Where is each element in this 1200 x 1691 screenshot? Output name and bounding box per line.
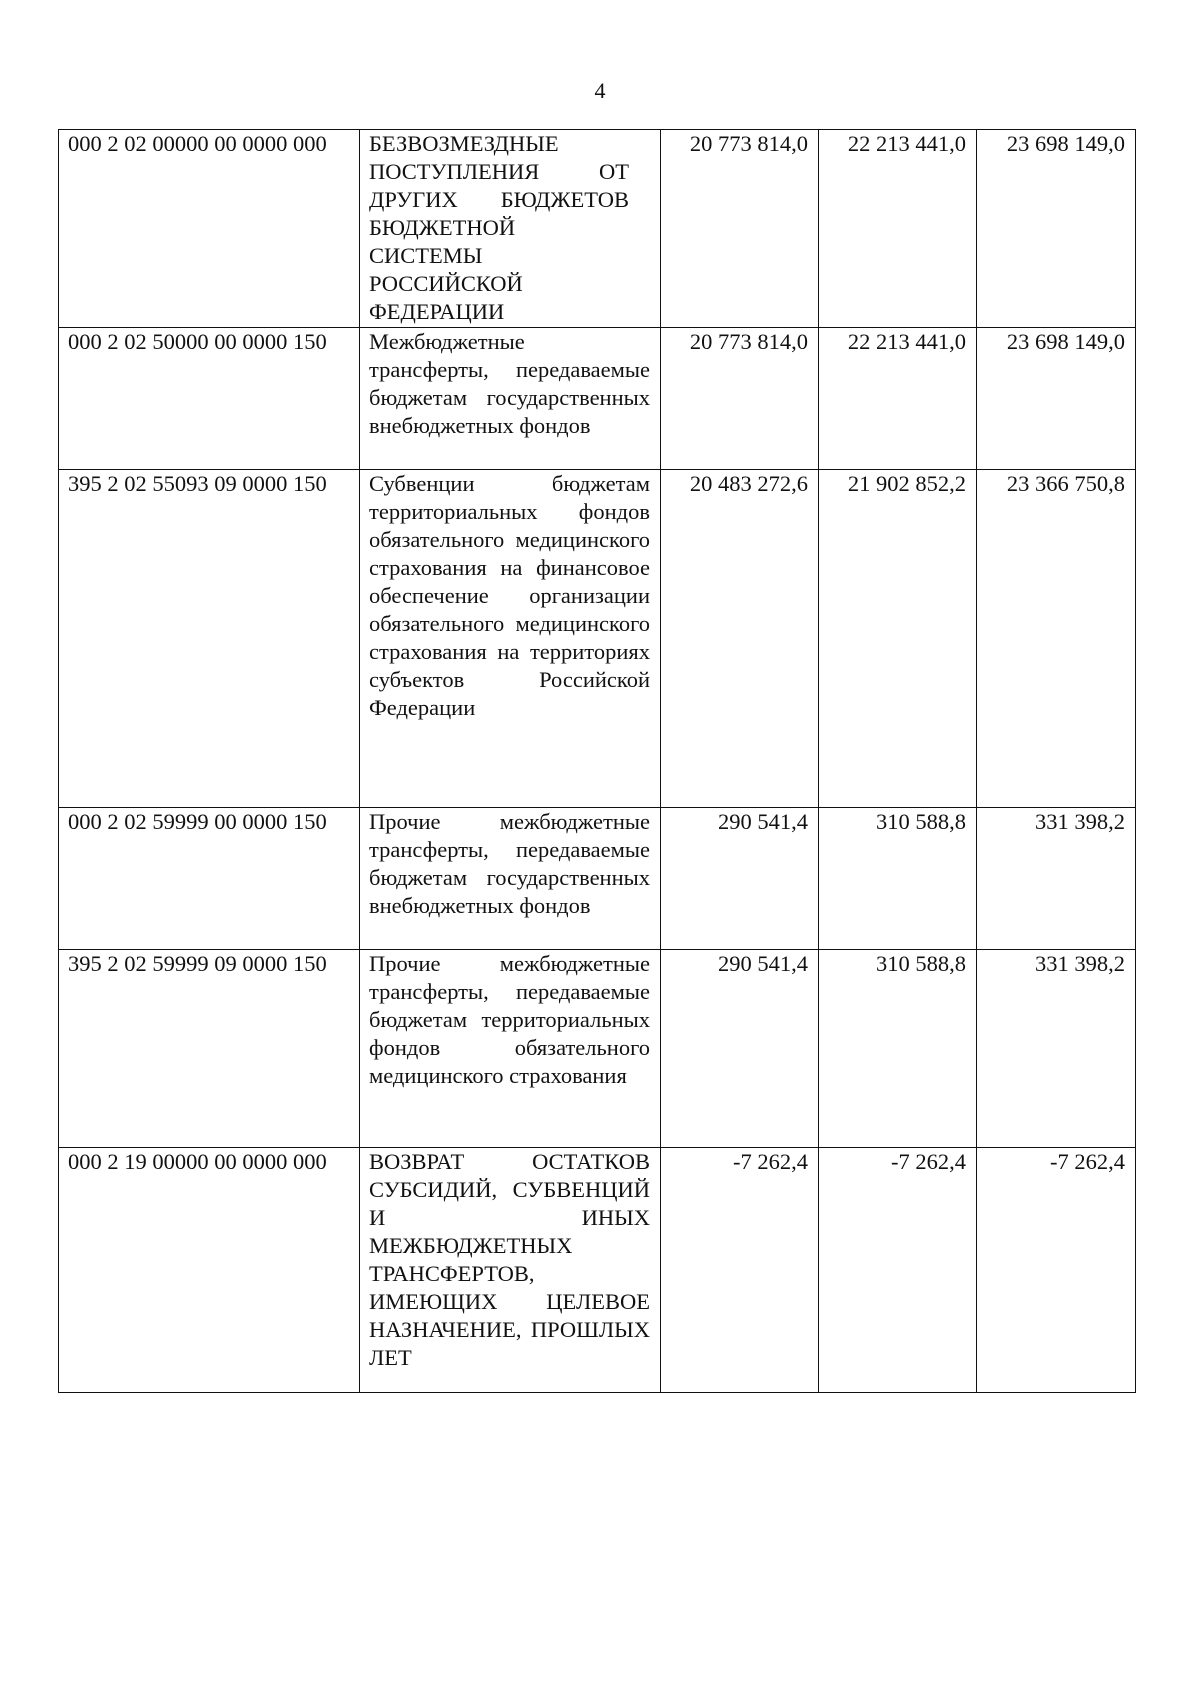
amount-year-1-cell: 290 541,4 bbox=[661, 808, 819, 950]
revenue-name-cell bbox=[360, 808, 661, 950]
amount-year-1-cell: 20 773 814,0 bbox=[661, 328, 819, 470]
page-number: 4 bbox=[594, 78, 606, 103]
table-row bbox=[59, 808, 1136, 950]
table-row bbox=[59, 470, 1136, 808]
amount-year-1-cell: 20 483 272,6 bbox=[661, 470, 819, 808]
revenue-name-cell bbox=[360, 470, 661, 808]
revenue-name-text: БЕЗВОЗМЕЗДНЫЕ ПОСТУПЛЕНИЯ ОТ ДРУГИХ БЮДЖЕТОВ БЮДЖЕТНОЙ СИСТЕМЫ РОССИЙСКОЙ ФЕДЕРАЦИИ bbox=[369, 131, 629, 324]
budget-code-cell: 395 2 02 55093 09 0000 150 bbox=[59, 470, 360, 808]
amount-year-3-cell: 23 698 149,0 bbox=[977, 328, 1136, 470]
budget-code-cell: 000 2 02 59999 00 0000 150 bbox=[59, 808, 360, 950]
amount-year-1-cell: 290 541,4 bbox=[661, 950, 819, 1148]
revenue-name-text: Субвенции бюджетам территориальных фондов обязательного медицинского страхования на финансовое обеспечение организации обязательного медицинского страхования на территориях субъектов Российской Федерации bbox=[369, 471, 650, 720]
amount-year-2-cell: 310 588,8 bbox=[819, 950, 977, 1148]
revenue-name-cell bbox=[360, 1148, 661, 1393]
amount-year-3-cell: 331 398,2 bbox=[977, 808, 1136, 950]
budget-code-cell: 000 2 02 50000 00 0000 150 bbox=[59, 328, 360, 470]
amount-year-2-cell: -7 262,4 bbox=[819, 1148, 977, 1393]
table-row bbox=[59, 130, 1136, 328]
budget-code-cell: 395 2 02 59999 09 0000 150 bbox=[59, 950, 360, 1148]
amount-year-3-cell: 23 698 149,0 bbox=[977, 130, 1136, 328]
budget-code-cell: 000 2 02 00000 00 0000 000 bbox=[59, 130, 360, 328]
table-row bbox=[59, 950, 1136, 1148]
amount-year-2-cell: 22 213 441,0 bbox=[819, 130, 977, 328]
revenue-name-text: Межбюджетные трансферты, передаваемые бюджетам государственных внебюджетных фондов bbox=[369, 329, 650, 438]
amount-year-2-cell: 310 588,8 bbox=[819, 808, 977, 950]
amount-year-1-cell: -7 262,4 bbox=[661, 1148, 819, 1393]
revenue-name-text: Прочие межбюджетные трансферты, передаваемые бюджетам территориальных фондов обязательного медицинского страхования bbox=[369, 951, 650, 1088]
revenue-name-text: ВОЗВРАТ ОСТАТКОВ СУБСИДИЙ, СУБВЕНЦИЙ И ИНЫХ МЕЖБЮДЖЕТНЫХ ТРАНСФЕРТОВ, ИМЕЮЩИХ ЦЕЛЕВОЕ НАЗНАЧЕНИЕ, ПРОШЛЫХ ЛЕТ bbox=[369, 1149, 650, 1370]
amount-year-1-cell: 20 773 814,0 bbox=[661, 130, 819, 328]
table-row bbox=[59, 1148, 1136, 1393]
budget-code-cell: 000 2 19 00000 00 0000 000 bbox=[59, 1148, 360, 1393]
amount-year-3-cell: 23 366 750,8 bbox=[977, 470, 1136, 808]
revenue-name-cell bbox=[360, 130, 661, 328]
amount-year-3-cell: 331 398,2 bbox=[977, 950, 1136, 1148]
revenue-name-text: Прочие межбюджетные трансферты, передаваемые бюджетам государственных внебюджетных фондов bbox=[369, 809, 650, 918]
table-row bbox=[59, 328, 1136, 470]
budget-revenue-table bbox=[58, 129, 1136, 1393]
amount-year-2-cell: 22 213 441,0 bbox=[819, 328, 977, 470]
amount-year-2-cell: 21 902 852,2 bbox=[819, 470, 977, 808]
revenue-name-cell bbox=[360, 328, 661, 470]
amount-year-3-cell: -7 262,4 bbox=[977, 1148, 1136, 1393]
revenue-name-cell bbox=[360, 950, 661, 1148]
